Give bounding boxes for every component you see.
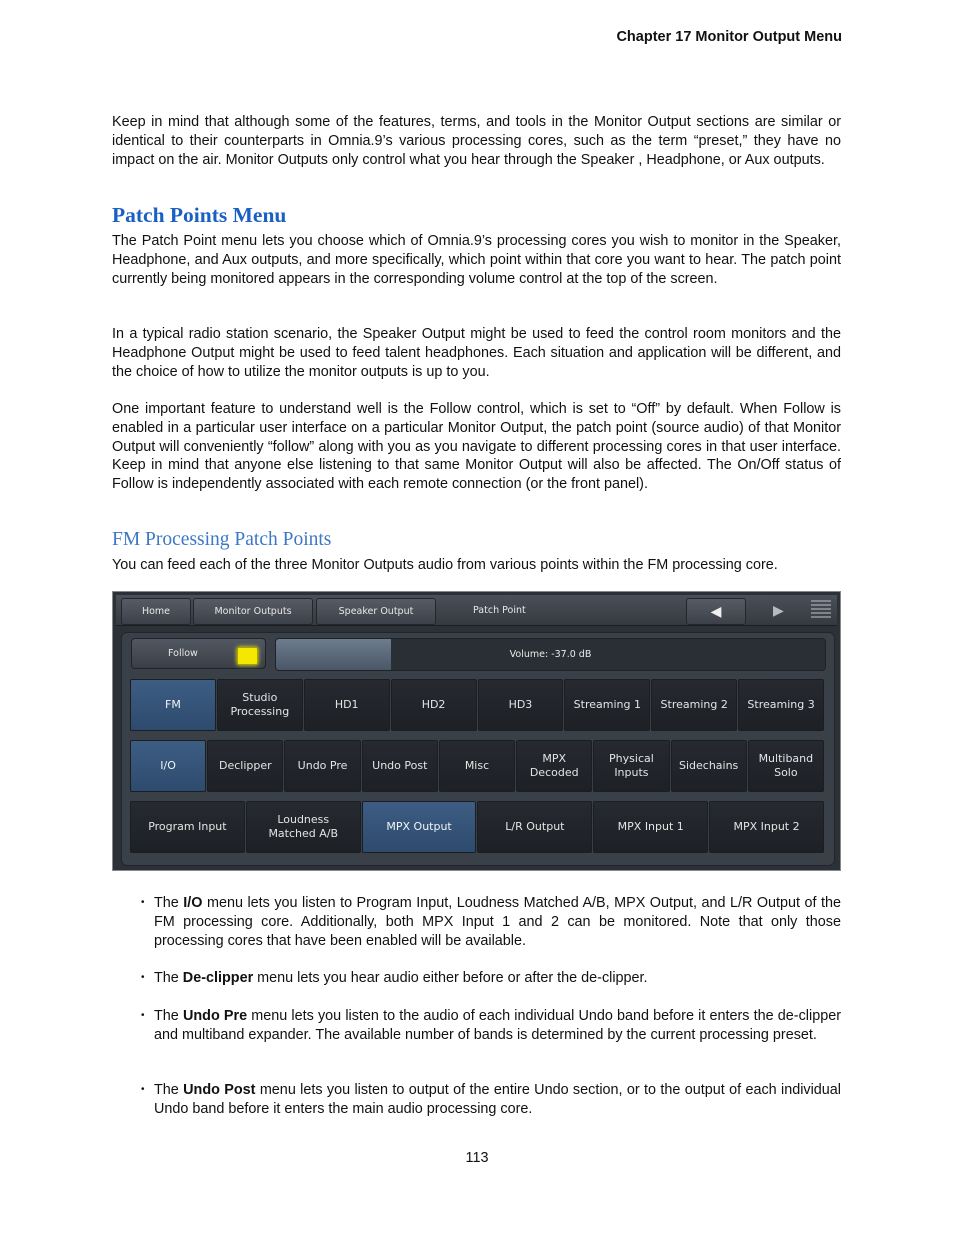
menu-button-undo-pre[interactable]: Undo Pre — [284, 740, 360, 792]
patch-points-paragraph-1: The Patch Point menu lets you choose which of Omnia.9’s processing cores you wish to monitor in the Speaker, Headphone, and Aux outputs, and more specifically, which point within that core you want to hear. The patch point currently being monitored appears in the corresponding volume control at the top of the screen. — [112, 233, 841, 287]
patch-point-row — [130, 801, 824, 853]
follow-button[interactable] — [131, 638, 266, 669]
bullet-undo-pre: • The Undo Pre menu lets you listen to the audio of each individual Undo band before it enters the de-clipper and multiband expander. The available number of bands is determined by the current processing preset. — [112, 1007, 841, 1045]
arrow-left-icon: ◀ — [710, 603, 722, 620]
point-button-loudness-matched-a-b[interactable]: Loudness Matched A/B — [246, 801, 361, 853]
running-head: Chapter 17 Monitor Output Menu — [616, 29, 842, 45]
core-button-studio-processing[interactable]: Studio Processing — [217, 679, 303, 731]
nav-back-button[interactable] — [686, 598, 746, 625]
nav-speaker-output-button[interactable]: Speaker Output — [316, 598, 436, 625]
menu-button-i-o[interactable]: I/O — [130, 740, 206, 792]
core-button-streaming-1[interactable]: Streaming 1 — [564, 679, 650, 731]
volume-readout: Volume: -37.0 dB — [509, 649, 592, 660]
core-button-fm[interactable]: FM — [130, 679, 216, 731]
core-button-hd1[interactable]: HD1 — [304, 679, 390, 731]
nav-forward-button[interactable] — [773, 598, 784, 623]
intro-paragraph: Keep in mind that although some of the features, terms, and tools in the Monitor Output sections are similar or identical to their counterparts in Omnia.9’s various processing cores, such as the term “preset,” they have no impact on the air. Monitor Outputs only control what you hear through the Speaker , Headphone, or Aux outputs. — [112, 114, 841, 168]
nav-patch-point-label: Patch Point — [473, 605, 526, 616]
patch-point-screenshot — [112, 591, 841, 871]
nav-home-button[interactable]: Home — [121, 598, 191, 625]
processing-core-row — [130, 679, 824, 731]
bullet-undo-post: • The Undo Post menu lets you listen to output of the entire Undo section, or to the output of each individual Undo band before it enters the main audio processing core. — [112, 1081, 841, 1119]
core-button-streaming-3[interactable]: Streaming 3 — [738, 679, 824, 731]
menu-button-misc[interactable]: Misc — [439, 740, 515, 792]
menu-button-physical-inputs[interactable]: Physical Inputs — [593, 740, 669, 792]
patch-points-paragraph-2: In a typical radio station scenario, the Speaker Output might be used to feed the control room monitors and the Headphone Output might be used to feed talent headphones. Each situation and application will be different, and the choice of how to utilize the monitor outputs is up to you. — [112, 326, 841, 380]
patch-points-paragraph-3: One important feature to understand well is the Follow control, which is set to “Off” by default. When Follow is enabled in a particular user interface on a particular Monitor Output, the patch point (source audio) of that Monitor Output will conveniently “follow” along with you as you navigate to different processing cores in that user interface. Keep in mind that anyone else listening to that same Monitor Output will also be affected. The On/Off status of Follow is independently associated with each remote connection (or the front panel). — [112, 401, 841, 493]
menu-button-sidechains[interactable]: Sidechains — [671, 740, 747, 792]
bullet-declipper: • The De-clipper menu lets you hear audio either before or after the de-clipper. — [112, 969, 841, 988]
page-number: 113 — [465, 1150, 489, 1166]
point-button-mpx-input-1[interactable]: MPX Input 1 — [593, 801, 708, 853]
patch-points-heading: Patch Points Menu — [112, 203, 287, 227]
core-menu-row — [130, 740, 824, 792]
follow-indicator-led — [237, 647, 258, 665]
point-button-l-r-output[interactable]: L/R Output — [477, 801, 592, 853]
volume-control[interactable] — [275, 638, 826, 671]
menu-button-mpx-decoded[interactable]: MPX Decoded — [516, 740, 592, 792]
menu-button-undo-post[interactable]: Undo Post — [362, 740, 438, 792]
menu-grip-icon[interactable] — [811, 600, 831, 620]
core-button-streaming-2[interactable]: Streaming 2 — [651, 679, 737, 731]
fm-paragraph: You can feed each of the three Monitor Outputs audio from various points within the FM processing core. — [112, 557, 778, 573]
nav-monitor-outputs-button[interactable]: Monitor Outputs — [193, 598, 313, 625]
top-nav-bar — [116, 595, 837, 626]
patch-point-panel — [121, 632, 835, 866]
arrow-right-icon: ▶ — [773, 602, 784, 619]
fm-heading: FM Processing Patch Points — [112, 529, 332, 550]
core-button-hd3[interactable]: HD3 — [478, 679, 564, 731]
menu-button-multiband-solo[interactable]: Multiband Solo — [748, 740, 824, 792]
core-button-hd2[interactable]: HD2 — [391, 679, 477, 731]
follow-label: Follow — [168, 648, 198, 659]
bullet-io: • The I/O menu lets you listen to Program Input, Loudness Matched A/B, MPX Output, and L/R Output of the FM processing core. Additionally, both MPX Input 1 and 2 can be monitored. Note that only those processing cores that have been enabled will be available. — [112, 894, 841, 950]
point-button-program-input[interactable]: Program Input — [130, 801, 245, 853]
menu-button-declipper[interactable]: Declipper — [207, 740, 283, 792]
point-button-mpx-input-2[interactable]: MPX Input 2 — [709, 801, 824, 853]
point-button-mpx-output[interactable]: MPX Output — [362, 801, 477, 853]
